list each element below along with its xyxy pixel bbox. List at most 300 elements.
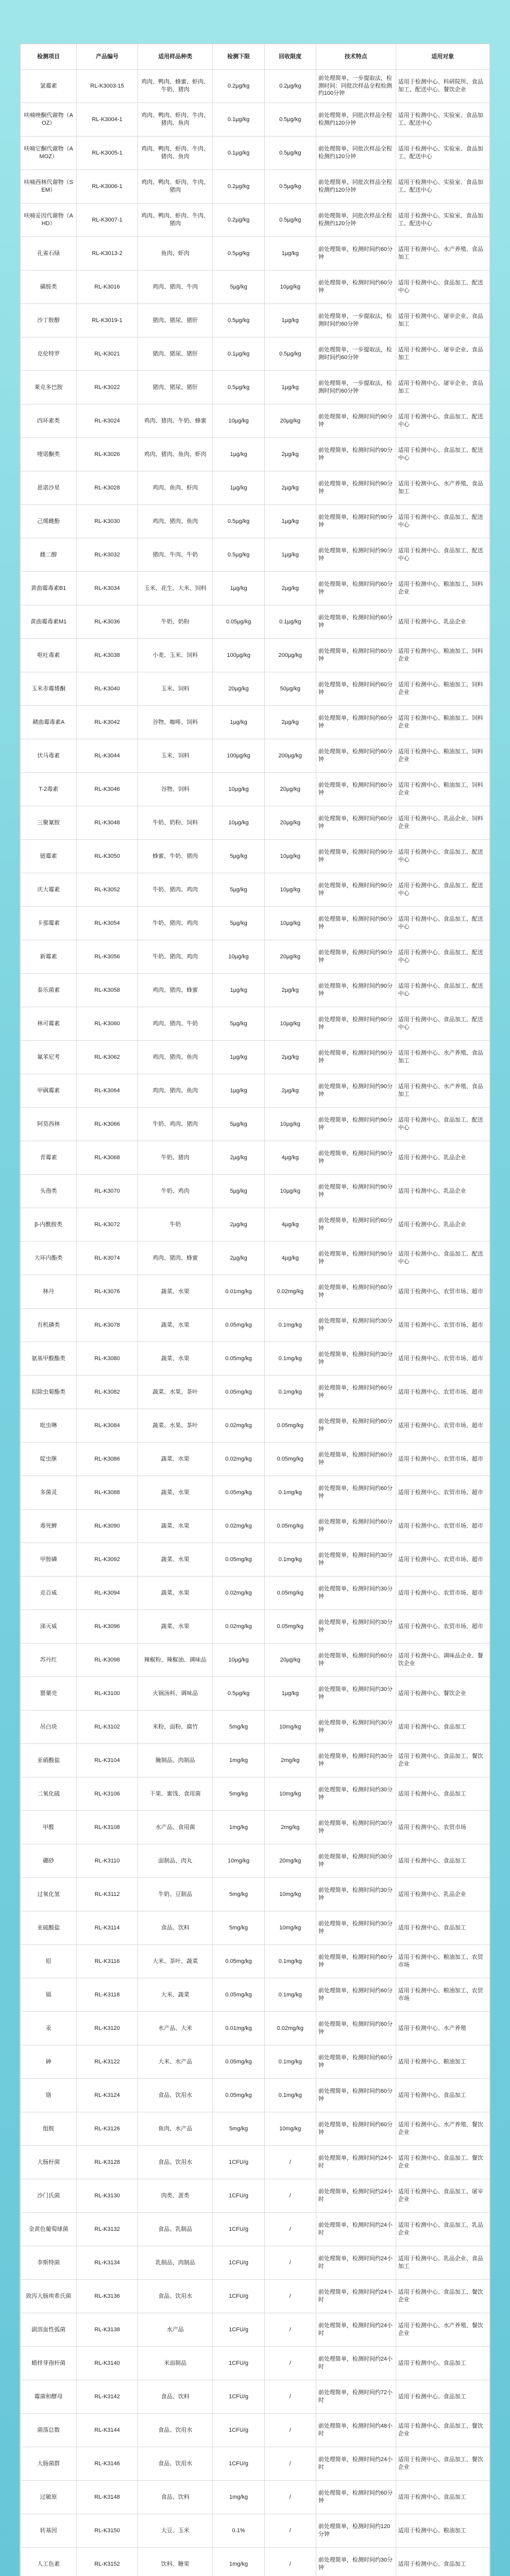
cell-code: RL-K3110 [77,1844,138,1878]
cell-item: 镉 [21,1978,77,2012]
table-row [21,907,490,940]
cell-limit: 1CFU/g [213,2414,264,2447]
cell-code: RL-K3116 [77,1945,138,1978]
cell-limit: 2µg/kg [213,1208,264,1242]
cell-target: 适用于检测中心、水产养殖、食品加工 [396,1041,489,1074]
table-row [21,2514,490,2548]
cell-code: RL-K3074 [77,1242,138,1275]
cell-recovery: 0.05mg/kg [264,1577,316,1610]
cell-recovery: 50µg/kg [264,672,316,706]
cell-limit: 5µg/kg [213,1175,264,1208]
table-header-row [21,44,490,70]
cell-limit: 0.02mg/kg [213,1510,264,1543]
cell-recovery: 0.1mg/kg [264,2045,316,2079]
cell-sample: 蔬菜、水果、茶叶 [138,1376,213,1409]
cell-limit: 0.5µg/kg [213,237,264,270]
cell-recovery: 0.02mg/kg [264,1275,316,1309]
cell-item: 涕灭威 [21,1610,77,1643]
cell-target: 适用于检测中心、实验室、食品加工、配送中心 [396,137,489,170]
cell-recovery: 200µg/kg [264,739,316,773]
cell-sample: 食品、饮用水 [138,2447,213,2481]
cell-sample: 牛奶、豆制品 [138,1878,213,1911]
table-row [21,1108,490,1141]
cell-recovery: / [264,2280,316,2313]
table-row [21,2246,490,2280]
cell-code: RL-K3102 [77,1710,138,1744]
cell-target: 适用于检测中心、水产养殖、食品加工 [396,237,489,270]
table-row [21,572,490,605]
cell-target: 适用于检测中心、乳品企业、饲料企业 [396,806,489,840]
cell-recovery: 10mg/kg [264,1777,316,1811]
table-row [21,773,490,806]
cell-item: 组胺 [21,2112,77,2146]
cell-item: 克百威 [21,1577,77,1610]
cell-code: RL-K3144 [77,2414,138,2447]
cell-recovery: / [264,2414,316,2447]
cell-feature: 前处理简单，检测时间约30分钟 [316,1309,396,1342]
cell-sample: 乳制品、肉制品 [138,2246,213,2280]
cell-code: RL-K3130 [77,2179,138,2213]
cell-target: 适用于检测中心、食品加工 [396,1777,489,1811]
cell-item: 黄曲霉毒素M1 [21,605,77,639]
cell-recovery: 10mg/kg [264,1710,316,1744]
cell-code: RL-K3126 [77,2112,138,2146]
cell-limit: 5mg/kg [213,1777,264,1811]
cell-recovery: 0.02mg/kg [264,2012,316,2045]
cell-sample: 米面制品 [138,2347,213,2380]
cell-item: 人工色素 [21,2548,77,2576]
cell-code: RL-K3072 [77,1208,138,1242]
cell-target: 适用于检测中心、调味品企业、餐饮企业 [396,1643,489,1677]
cell-target: 适用于检测中心、实验室、食品加工、配送中心 [396,103,489,137]
cell-feature: 前处理简单，检测时间约120分钟 [316,2514,396,2548]
cell-target: 适用于检测中心、食品加工、配送中心 [396,270,489,304]
cell-recovery: 0.05mg/kg [264,1510,316,1543]
product-table [20,44,490,2576]
cell-item: 头孢类 [21,1175,77,1208]
cell-item: 沙门氏菌 [21,2179,77,2213]
cell-recovery: 0.05mg/kg [264,1610,316,1643]
cell-sample: 猪肉、猪尿、猪肝 [138,371,213,404]
cell-item: 吡虫啉 [21,1409,77,1443]
cell-item: 铬 [21,2079,77,2112]
cell-target: 适用于检测中心、科研院所、食品加工、配送中心、餐饮企业 [396,70,489,103]
column-header: 检测项目 [21,44,77,70]
cell-target: 适用于检测中心、农贸市场、超市 [396,1476,489,1510]
cell-recovery: 0.1mg/kg [264,1945,316,1978]
cell-target: 适用于检测中心、食品加工 [396,2079,489,2112]
cell-item: 副溶血性弧菌 [21,2313,77,2347]
cell-target: 适用于检测中心、食品加工、配送中心 [396,840,489,873]
cell-code: RL-K3104 [77,1744,138,1777]
cell-item: 氨基甲酸酯类 [21,1342,77,1376]
cell-limit: 1CFU/g [213,2179,264,2213]
cell-sample: 食品、乳制品 [138,2213,213,2246]
cell-target: 适用于检测中心、乳品企业 [396,1141,489,1175]
cell-code: RL-K3007-1 [77,204,138,237]
cell-feature: 前处理简单，检测时间约24小时 [316,2313,396,2347]
cell-limit: 10mg/kg [213,1844,264,1878]
table-row [21,1710,490,1744]
cell-item: 呋喃唑酮代谢物（AOZ） [21,103,77,137]
cell-target: 适用于检测中心、食品加工、配送中心 [396,1108,489,1141]
cell-sample: 大米、水产品 [138,2045,213,2079]
cell-feature: 前处理简单，检测时间约30分钟 [316,1744,396,1777]
table-row [21,639,490,672]
cell-recovery: 0.5µg/kg [264,170,316,204]
cell-recovery: 0.1mg/kg [264,1978,316,2012]
table-row [21,1878,490,1911]
cell-item: 拟除虫菊酯类 [21,1376,77,1409]
cell-feature: 前处理简单，一步提取法，检测时间：同批次样品全程检测约100分钟 [316,70,396,103]
cell-code: RL-K3090 [77,1510,138,1543]
cell-feature: 前处理简单，检测时间约60分钟 [316,270,396,304]
cell-feature: 前处理简单，检测时间约24小时 [316,2280,396,2313]
cell-item: 莱克多巴胺 [21,371,77,404]
table-row [21,1643,490,1677]
cell-sample: 饮料、糖果 [138,2548,213,2576]
cell-target: 适用于检测中心、屠宰企业、食品加工 [396,304,489,337]
cell-target: 适用于检测中心、粮油加工、饲料企业 [396,572,489,605]
cell-limit: 1CFU/g [213,2447,264,2481]
cell-item: 玉米赤霉烯酮 [21,672,77,706]
cell-sample: 食品、饮用水 [138,2280,213,2313]
cell-target: 适用于检测中心、水产养殖 [396,2012,489,2045]
cell-limit: 1CFU/g [213,2313,264,2347]
cell-recovery: 10µg/kg [264,1108,316,1141]
cell-sample: 鸡肉、猪肉、鱼肉 [138,1041,213,1074]
table-row [21,2112,490,2146]
cell-target: 适用于检测中心、农贸市场 [396,1811,489,1844]
cell-code: RL-K3112 [77,1878,138,1911]
cell-item: 大肠菌群 [21,2447,77,2481]
cell-code: RL-K3148 [77,2481,138,2514]
cell-target: 适用于检测中心、乳品企业 [396,605,489,639]
cell-sample: 食品、饮用水 [138,2146,213,2179]
table-row [21,1208,490,1242]
cell-recovery: 0.05mg/kg [264,1409,316,1443]
cell-feature: 前处理简单，检测时间约60分钟 [316,572,396,605]
cell-sample: 鱼肉、水产品 [138,2112,213,2146]
cell-recovery: / [264,2313,316,2347]
table-row [21,304,490,337]
cell-recovery: 2µg/kg [264,1074,316,1108]
cell-target: 适用于检测中心、粮油加工、饲料企业 [396,639,489,672]
cell-feature: 前处理简单，检测时间约90分钟 [316,471,396,505]
cell-target: 适用于检测中心、粮油加工、饲料企业 [396,672,489,706]
cell-target: 适用于检测中心、食品加工、配送中心 [396,404,489,438]
cell-target: 适用于检测中心、食品加工、配送中心 [396,438,489,471]
cell-sample: 玉米、饲料 [138,739,213,773]
cell-item: 过氧化氢 [21,1878,77,1911]
cell-recovery: 20µg/kg [264,404,316,438]
cell-target: 适用于检测中心、粮油加工 [396,2514,489,2548]
cell-item: 新霉素 [21,940,77,974]
cell-target: 适用于检测中心、食品加工、配送中心 [396,1242,489,1275]
cell-code: RL-K3120 [77,2012,138,2045]
cell-feature: 前处理简单，检测时间约72小时 [316,2380,396,2414]
cell-limit: 5µg/kg [213,840,264,873]
cell-item: β-内酰胺类 [21,1208,77,1242]
cell-code: RL-K3060 [77,1007,138,1041]
cell-item: 金黄色葡萄球菌 [21,2213,77,2246]
table-row [21,1811,490,1844]
cell-recovery: 1µg/kg [264,237,316,270]
cell-limit: 0.5µg/kg [213,1677,264,1710]
cell-code: RL-K3098 [77,1643,138,1677]
cell-item: 黄曲霉毒素B1 [21,572,77,605]
cell-sample: 大豆、玉米 [138,2514,213,2548]
cell-sample: 辣椒粉、辣椒油、调味品 [138,1643,213,1677]
cell-item: T-2毒素 [21,773,77,806]
cell-sample: 玉米、饲料 [138,672,213,706]
cell-target: 适用于检测中心、食品加工、配送中心 [396,873,489,907]
cell-target: 适用于检测中心、乳品企业、食品加工 [396,2246,489,2280]
column-header: 技术特点 [316,44,396,70]
cell-code: RL-K3108 [77,1811,138,1844]
cell-limit: 0.05mg/kg [213,2045,264,2079]
cell-code: RL-K3024 [77,404,138,438]
column-header: 检测下限 [213,44,264,70]
cell-item: 过敏原 [21,2481,77,2514]
cell-feature: 前处理简单，同批次样品全程检测约120分钟 [316,137,396,170]
cell-target: 适用于检测中心、屠宰企业、食品加工 [396,337,489,371]
cell-item: 雌二醇 [21,538,77,572]
cell-item: 林可霉素 [21,1007,77,1041]
cell-sample: 蔬菜、水果 [138,1543,213,1577]
cell-sample: 猪肉、牛肉、牛奶 [138,538,213,572]
cell-recovery: 10µg/kg [264,840,316,873]
cell-item: 克伦特罗 [21,337,77,371]
cell-recovery: 10µg/kg [264,907,316,940]
cell-item: 氯霉素 [21,70,77,103]
cell-target: 适用于检测中心、实验室、食品加工、配送中心 [396,204,489,237]
cell-recovery: 2mg/kg [264,1811,316,1844]
cell-code: RL-K3134 [77,2246,138,2280]
cell-feature: 前处理简单，检测时间约60分钟 [316,706,396,739]
cell-sample: 牛奶、鸡肉 [138,1175,213,1208]
cell-limit: 0.1% [213,2514,264,2548]
cell-target: 适用于检测中心、食品加工 [396,1911,489,1945]
cell-sample: 鸡肉、鸭肉、蜂蜜、虾肉、牛奶、猪肉 [138,70,213,103]
cell-limit: 1CFU/g [213,2347,264,2380]
cell-item: 甲醛 [21,1811,77,1844]
cell-sample: 猪肉、猪尿、猪肝 [138,337,213,371]
table-row [21,2414,490,2447]
cell-target: 适用于检测中心、农贸市场、超市 [396,1409,489,1443]
cell-feature: 前处理简单，检测时间约90分钟 [316,438,396,471]
cell-limit: 1CFU/g [213,2213,264,2246]
cell-recovery: 1µg/kg [264,505,316,538]
cell-feature: 前处理简单，检测时间约60分钟 [316,237,396,270]
cell-target: 适用于检测中心、农贸市场、超市 [396,1510,489,1543]
cell-code: RL-K3068 [77,1141,138,1175]
cell-code: RL-K3100 [77,1677,138,1710]
cell-limit: 2µg/kg [213,1242,264,1275]
cell-feature: 前处理简单，一步提取法，检测时间约60分钟 [316,371,396,404]
cell-feature: 前处理简单，检测时间约24小时 [316,2179,396,2213]
cell-feature: 前处理简单，检测时间约60分钟 [316,639,396,672]
cell-sample: 蔬菜、水果 [138,1443,213,1476]
cell-code: RL-K3050 [77,840,138,873]
cell-recovery: 20µg/kg [264,940,316,974]
cell-limit: 1mg/kg [213,2548,264,2576]
cell-feature: 前处理简单，检测时间约60分钟 [316,1409,396,1443]
cell-sample: 食品、饮用水 [138,2414,213,2447]
cell-target: 适用于检测中心、食品加工、配送中心 [396,1007,489,1041]
column-header: 产品编号 [77,44,138,70]
table-row [21,1342,490,1376]
cell-code: RL-K3140 [77,2347,138,2380]
cell-feature: 前处理简单，检测时间约90分钟 [316,974,396,1007]
cell-sample: 谷物、饲料 [138,773,213,806]
table-row [21,1275,490,1309]
cell-sample: 水产品 [138,2313,213,2347]
cell-code: RL-K3062 [77,1041,138,1074]
cell-target: 适用于检测中心、农贸市场、超市 [396,1275,489,1309]
cell-item: 苏丹红 [21,1643,77,1677]
table-row [21,2079,490,2112]
cell-code: RL-K3005-1 [77,137,138,170]
cell-code: RL-K3076 [77,1275,138,1309]
cell-item: 呕吐毒素 [21,639,77,672]
cell-code: RL-K3070 [77,1175,138,1208]
cell-code: RL-K3124 [77,2079,138,2112]
cell-target: 适用于检测中心、农贸市场、超市 [396,1577,489,1610]
table-row [21,2313,490,2347]
cell-feature: 前处理简单，检测时间约90分钟 [316,538,396,572]
cell-item: 链霉素 [21,840,77,873]
cell-limit: 0.05mg/kg [213,1309,264,1342]
cell-code: RL-K3152 [77,2548,138,2576]
cell-feature: 前处理简单，检测时间约60分钟 [316,739,396,773]
cell-item: 己烯雌酚 [21,505,77,538]
cell-code: RL-K3088 [77,1476,138,1510]
cell-sample: 猪肉、猪尿、猪肝 [138,304,213,337]
cell-limit: 0.2µg/kg [213,70,264,103]
cell-limit: 100µg/kg [213,639,264,672]
cell-limit: 0.02mg/kg [213,1577,264,1610]
cell-recovery: 1µg/kg [264,1677,316,1710]
cell-recovery: 10µg/kg [264,1175,316,1208]
cell-limit: 0.05mg/kg [213,1476,264,1510]
cell-limit: 0.2µg/kg [213,170,264,204]
cell-target: 适用于检测中心、农贸市场、超市 [396,1543,489,1577]
cell-item: 致泻大肠埃希氏菌 [21,2280,77,2313]
cell-target: 适用于检测中心、水产养殖、食品加工 [396,471,489,505]
cell-target: 适用于检测中心、食品加工、乳品企业 [396,2213,489,2246]
cell-limit: 0.05mg/kg [213,1543,264,1577]
cell-item: 四环素类 [21,404,77,438]
cell-code: RL-K3019-1 [77,304,138,337]
cell-sample: 水产品、大米 [138,2012,213,2045]
table-row [21,2045,490,2079]
cell-feature: 前处理简单，检测时间约30分钟 [316,1811,396,1844]
cell-limit: 0.1µg/kg [213,137,264,170]
cell-code: RL-K3094 [77,1577,138,1610]
cell-item: 呋喃西林代谢物（SEM） [21,170,77,204]
cell-sample: 鸡肉、猪肉、鱼肉 [138,505,213,538]
cell-sample: 食品、饮用水 [138,2079,213,2112]
cell-limit: 0.5µg/kg [213,371,264,404]
cell-recovery: 20µg/kg [264,1643,316,1677]
cell-sample: 蔬菜、水果 [138,1275,213,1309]
cell-feature: 前处理简单，检测时间约60分钟 [316,1443,396,1476]
cell-sample: 干果、蜜饯、食用菌 [138,1777,213,1811]
cell-sample: 牛奶、鸡肉、猪肉 [138,1108,213,1141]
cell-recovery: 0.5µg/kg [264,137,316,170]
cell-item: 大环内酯类 [21,1242,77,1275]
cell-target: 适用于检测中心、食品加工 [396,2481,489,2514]
cell-recovery: 2µg/kg [264,974,316,1007]
cell-sample: 鸡肉、鸭肉、虾肉、牛肉、猪肉、鱼肉 [138,137,213,170]
cell-limit: 0.05mg/kg [213,1945,264,1978]
cell-target: 适用于检测中心、食品加工、配送中心 [396,907,489,940]
cell-code: RL-K3048 [77,806,138,840]
cell-sample: 谷物、咖啡、饲料 [138,706,213,739]
table-row [21,1007,490,1041]
cell-limit: 5µg/kg [213,873,264,907]
cell-item: 磺胺类 [21,270,77,304]
cell-recovery: 10µg/kg [264,1007,316,1041]
cell-feature: 前处理简单，检测时间约30分钟 [316,1844,396,1878]
cell-recovery: 4µg/kg [264,1208,316,1242]
cell-recovery: 20µg/kg [264,773,316,806]
cell-code: RL-K3078 [77,1309,138,1342]
cell-item: 氟苯尼考 [21,1041,77,1074]
table-row [21,2213,490,2246]
cell-sample: 蔬菜、水果、茶叶 [138,1409,213,1443]
cell-recovery: 10mg/kg [264,1878,316,1911]
cell-recovery: 0.05mg/kg [264,1443,316,1476]
cell-feature: 前处理简单，检测时间约90分钟 [316,1007,396,1041]
cell-feature: 前处理简单，一步提取法，检测时间约60分钟 [316,337,396,371]
cell-limit: 0.02mg/kg [213,1409,264,1443]
table-row [21,2481,490,2514]
cell-recovery: 0.1µg/kg [264,605,316,639]
column-header: 回收限度 [264,44,316,70]
table-row [21,1510,490,1543]
cell-target: 适用于检测中心、屠宰企业、食品加工 [396,371,489,404]
cell-feature: 前处理简单，检测时间约30分钟 [316,1342,396,1376]
cell-sample: 大米、茶叶、蔬菜 [138,1945,213,1978]
cell-feature: 前处理简单，一步提取法，检测时间约60分钟 [316,304,396,337]
product-table-card [20,43,490,2576]
cell-recovery: / [264,2246,316,2280]
cell-limit: 10µg/kg [213,1643,264,1677]
cell-feature: 前处理简单，同批次样品全程检测约120分钟 [316,170,396,204]
cell-code: RL-K3006-1 [77,170,138,204]
cell-limit: 0.1µg/kg [213,103,264,137]
cell-code: RL-K3044 [77,739,138,773]
cell-limit: 0.01mg/kg [213,1275,264,1309]
cell-sample: 鸡肉、猪肉、牛奶 [138,1007,213,1041]
table-row [21,70,490,103]
cell-target: 适用于检测中心、食品加工、屠宰企业 [396,2179,489,2213]
cell-target: 适用于检测中心、食品加工、配送中心 [396,505,489,538]
cell-recovery: 0.1mg/kg [264,2079,316,2112]
table-row [21,873,490,907]
cell-limit: 5µg/kg [213,1007,264,1041]
cell-item: 硼砂 [21,1844,77,1878]
cell-item: 霉菌和酵母 [21,2380,77,2414]
cell-target: 适用于检测中心、食品加工 [396,2347,489,2380]
cell-code: RL-K3082 [77,1376,138,1409]
cell-item: 李斯特菌 [21,2246,77,2280]
table-row [21,1911,490,1945]
cell-limit: 5µg/kg [213,907,264,940]
table-row [21,1309,490,1342]
